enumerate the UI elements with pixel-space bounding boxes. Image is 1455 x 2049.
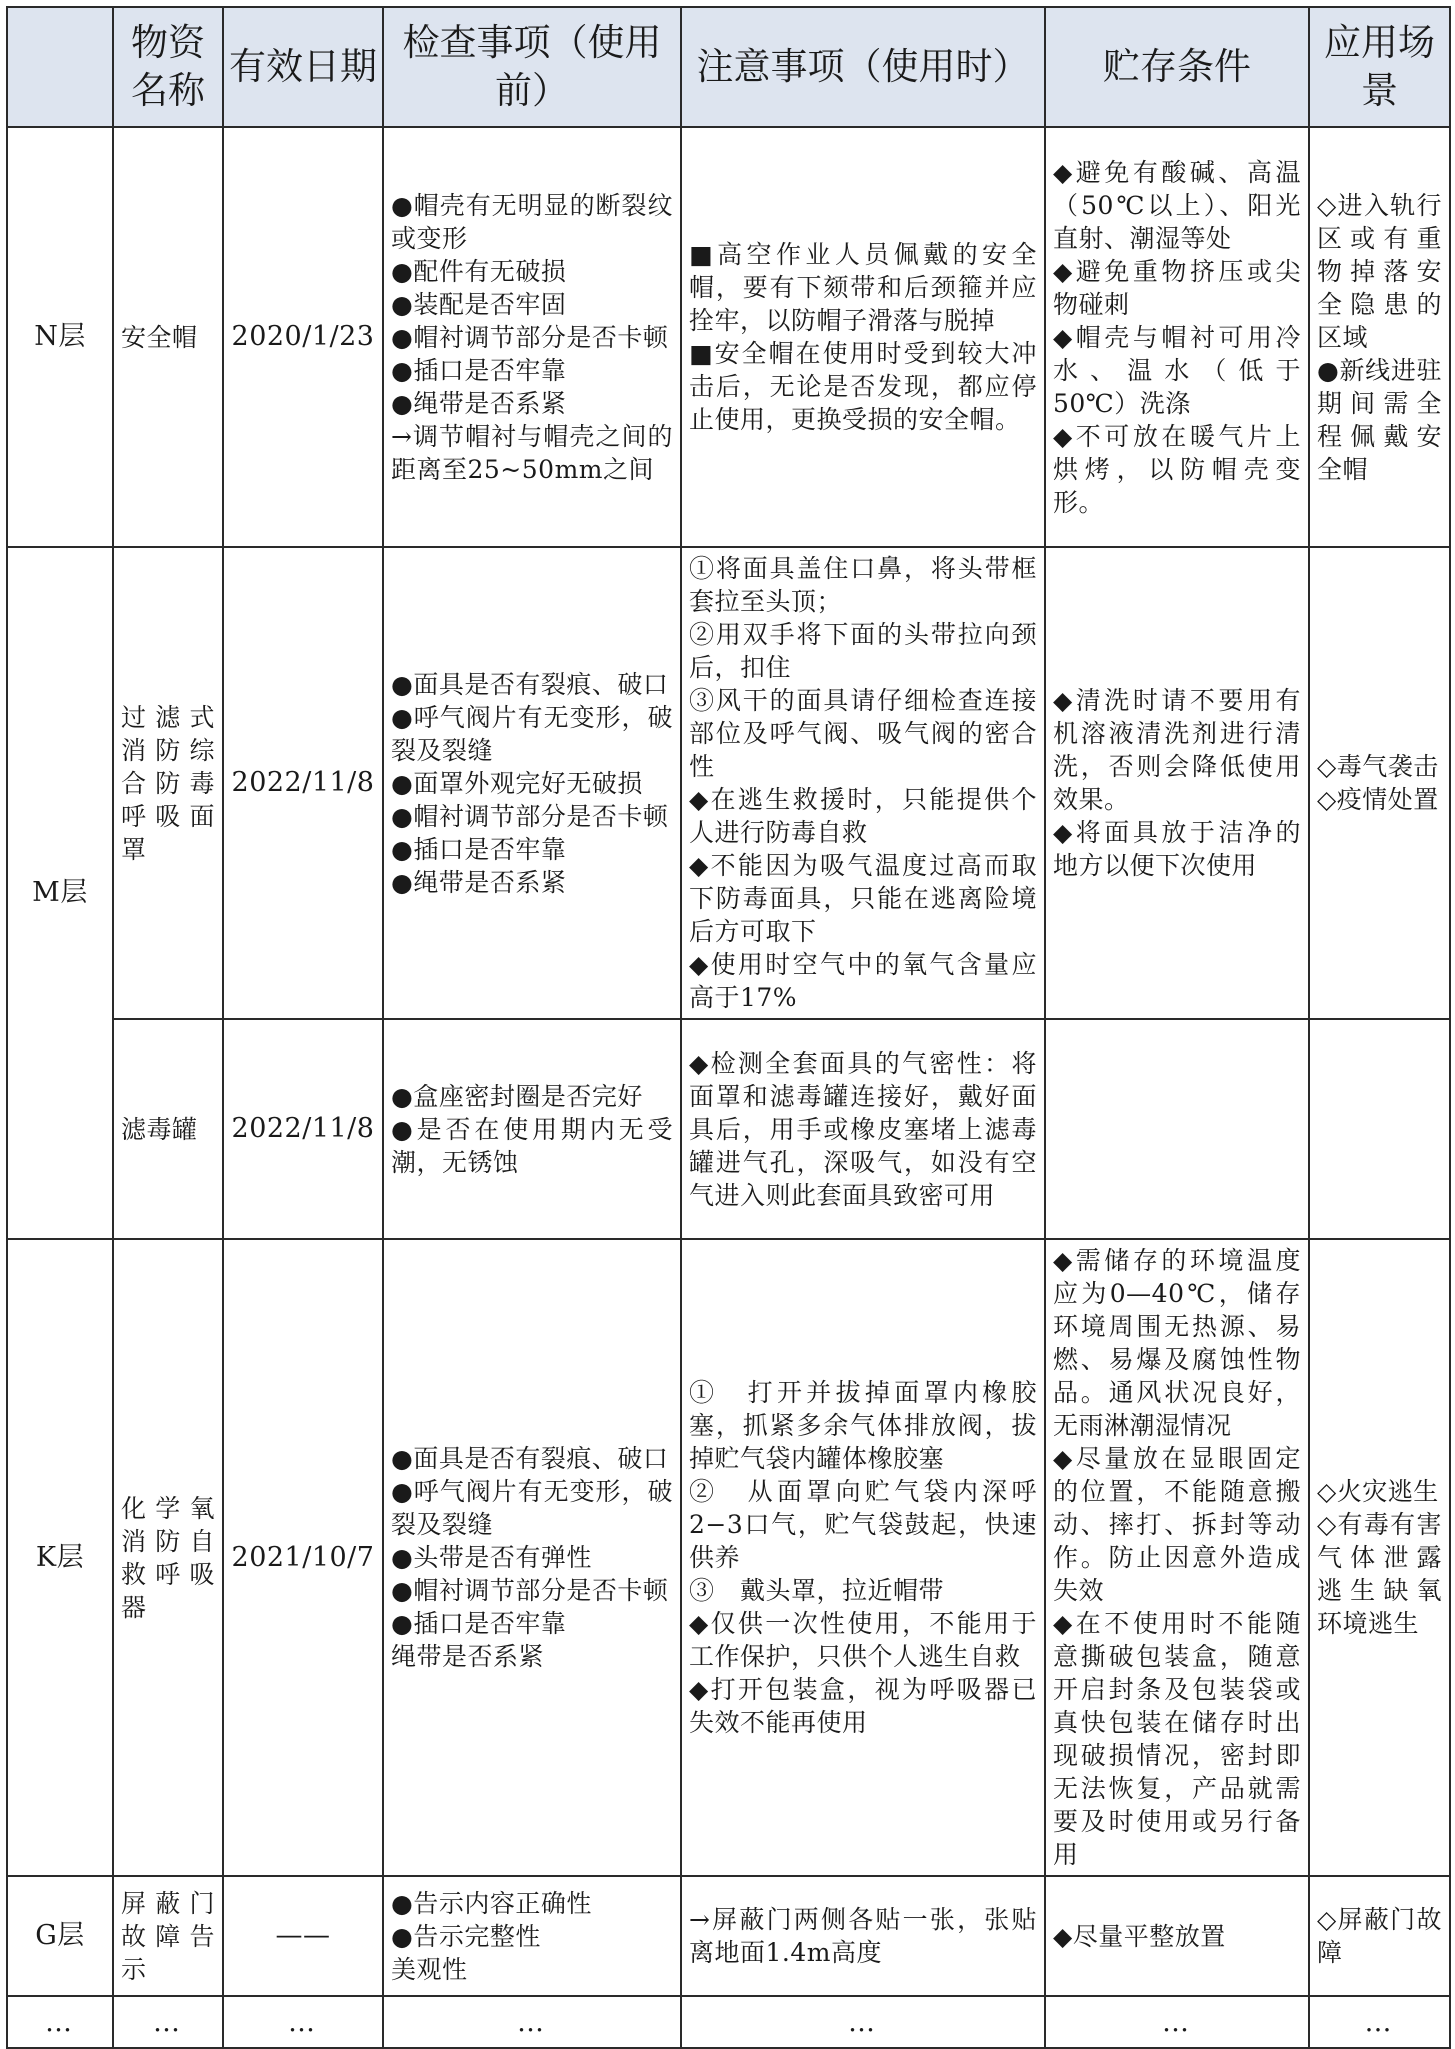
cell-line: 日期 xyxy=(303,45,377,88)
cell-line: ◆不能因为吸气温度过高而取下防毒面具，只能在逃离险境后方可取下 xyxy=(689,851,1037,946)
cell-line: 场景 xyxy=(1361,21,1435,112)
table-row-ellipsis xyxy=(7,1996,1450,2048)
cell-line: ●插口是否牢靠 xyxy=(391,355,567,385)
table-row-g xyxy=(7,1876,1450,1996)
ellipsis-cell: … xyxy=(1309,1996,1450,2048)
cell-line: ●插口是否牢靠 xyxy=(391,1609,567,1638)
item-name: 屏蔽门故障告示 xyxy=(113,1876,223,1996)
cell-line: ●绳带是否系紧 xyxy=(391,867,567,897)
valid-date: 2022/11/8 xyxy=(223,547,383,1019)
cell-line: 应用 xyxy=(1324,21,1398,64)
cell-line: ① 打开并拔掉面罩内橡胶塞，抓紧多余气体排放阀，拔掉贮气袋内罐体橡胶塞 xyxy=(689,1378,1037,1473)
check-items xyxy=(383,1239,681,1876)
header-date xyxy=(223,7,383,127)
cell-line: ◆帽壳与帽衬可用冷水、温水（低于50℃）洗涤 xyxy=(1053,322,1301,418)
cell-line: （使用时） xyxy=(844,45,1030,88)
cell-line: ◇疫情处置 xyxy=(1317,785,1439,814)
layer-label: N层 xyxy=(7,127,113,547)
cell-line: ◆在逃生救援时，只能提供个人进行防毒自救 xyxy=(689,785,1037,847)
cell-line: ◆使用时空气中的氧气含量应高于17% xyxy=(689,950,1037,1012)
table-row-m-mask xyxy=(7,547,1450,1019)
cell-line: 美观性 xyxy=(391,1954,468,1984)
cell-line: ●配件有无破损 xyxy=(391,256,567,286)
cell-line: →屏蔽门两侧各贴一张，张贴离地面1.4m高度 xyxy=(689,1905,1037,1967)
storage-conditions xyxy=(1045,547,1309,1019)
cell-line: 贮存条件 xyxy=(1103,45,1251,88)
cell-line: ◆不可放在暖气片上烘烤，以防帽壳变形。 xyxy=(1053,421,1301,517)
check-items xyxy=(383,127,681,547)
storage-conditions xyxy=(1045,1876,1309,1996)
cell-line: ② 从面罩向贮气袋内深呼2−3口气，贮气袋鼓起，快速供养 xyxy=(689,1477,1037,1572)
cell-line: ◆打开包装盒，视为呼吸器已失效不能再使用 xyxy=(689,1675,1037,1737)
application-scene xyxy=(1309,1239,1450,1876)
cell-line: ●告示完整性 xyxy=(391,1921,541,1951)
table-row-n xyxy=(7,127,1450,547)
valid-date: 2020/1/23 xyxy=(223,127,383,547)
cell-line: ●面具是否有裂痕、破口 xyxy=(391,1444,669,1473)
cell-line: ●呼气阀片有无变形，破裂及裂缝 xyxy=(391,1477,673,1539)
cell-line: ◇火灾逃生 xyxy=(1317,1477,1439,1506)
cell-line: ◆清洗时请不要用有机溶液清洗剂进行清洗，否则会降低使用效果。 xyxy=(1053,686,1301,814)
cell-line: 检查事项 xyxy=(402,21,551,64)
usage-notes xyxy=(681,127,1045,547)
cell-line: ③ 戴头罩，拉近帽带 xyxy=(689,1576,945,1605)
cell-line: ③风干的面具请仔细检查连接部位及呼气阀、吸气阀的密合性 xyxy=(689,686,1037,781)
cell-line: ①将面具盖住口鼻，将头带框套拉至头顶； xyxy=(689,554,1037,616)
header-row xyxy=(7,7,1450,127)
cell-line: ●帽壳有无明显的断裂纹或变形 xyxy=(391,190,673,253)
valid-date: 2021/10/7 xyxy=(223,1239,383,1876)
ellipsis-cell: … xyxy=(1045,1996,1309,2048)
layer-label: G层 xyxy=(7,1876,113,1996)
cell-line: ◆在不使用时不能随意撕破包装盒，随意开启封条及包装袋或真快包装在储存时出现破损情况，密封即无法恢复，产品就需要及时使用或另行备用 xyxy=(1053,1609,1301,1869)
ellipsis-cell: … xyxy=(223,1996,383,2048)
cell-line: ■高空作业人员佩戴的安全帽，要有下颏带和后颈箍并应拴牢，以防帽子滑落与脱掉 xyxy=(689,240,1037,335)
item-name: 滤毒罐 xyxy=(113,1019,223,1239)
header-scene xyxy=(1309,7,1450,127)
cell-line: ●帽衬调节部分是否卡顿 xyxy=(391,801,669,831)
cell-line: ●帽衬调节部分是否卡顿 xyxy=(391,322,669,352)
cell-line: 注意事项 xyxy=(696,45,845,88)
application-scene xyxy=(1309,547,1450,1019)
header-name xyxy=(113,7,223,127)
cell-line: ◇有毒有害气体泄露逃生缺氧环境逃生 xyxy=(1317,1510,1442,1638)
usage-notes xyxy=(681,547,1045,1019)
cell-line: ■安全帽在使用时受到较大冲击后，无论是否发现，都应停止使用，更换受损的安全帽。 xyxy=(689,339,1037,434)
cell-line: （使用前） xyxy=(495,21,662,112)
header-storage xyxy=(1045,7,1309,127)
ellipsis-cell: … xyxy=(383,1996,681,2048)
cell-line: ◆尽量放在显眼固定的位置，不能随意搬动、摔打、拆封等动作。防止因意外造成失效 xyxy=(1053,1444,1301,1605)
usage-notes xyxy=(681,1239,1045,1876)
cell-line: ●插口是否牢靠 xyxy=(391,834,567,864)
storage-conditions xyxy=(1045,127,1309,547)
table-row-m-canister xyxy=(7,1019,1450,1239)
cell-line: ●呼气阀片有无变形，破裂及裂缝 xyxy=(391,702,673,765)
cell-line: ◇毒气袭击 xyxy=(1317,752,1439,781)
application-scene xyxy=(1309,1019,1450,1239)
storage-conditions xyxy=(1045,1019,1309,1239)
layer-label: M层 xyxy=(7,547,113,1239)
ellipsis-cell: … xyxy=(113,1996,223,2048)
item-name: 过滤式消防综合防毒呼吸面罩 xyxy=(113,547,223,1019)
cell-line: ◇屏蔽门故障 xyxy=(1317,1905,1442,1967)
cell-line: ◆需储存的环境温度应为0—40℃，储存环境周围无热源、易燃、易爆及腐蚀性物品。通风状况良好，无雨淋潮湿情况 xyxy=(1053,1246,1301,1440)
cell-line: ◆尽量平整放置 xyxy=(1053,1921,1226,1951)
cell-line: ●是否在使用期内无受潮，无锈蚀 xyxy=(391,1114,673,1177)
layer-label: K层 xyxy=(7,1239,113,1876)
usage-notes xyxy=(681,1876,1045,1996)
cell-line: ◇进入轨行区或有重物掉落安全隐患的区域 xyxy=(1317,190,1442,352)
cell-line: ●绳带是否系紧 xyxy=(391,388,567,418)
cell-line: 有效 xyxy=(229,45,303,88)
storage-conditions xyxy=(1045,1239,1309,1876)
cell-line: ◆将面具放于洁净的地方以便下次使用 xyxy=(1053,818,1301,880)
cell-line: 物资 xyxy=(131,21,205,64)
cell-line: ●帽衬调节部分是否卡顿 xyxy=(391,1576,669,1605)
cell-line: ●告示内容正确性 xyxy=(391,1888,592,1918)
header-layer xyxy=(7,7,113,127)
cell-line: 绳带是否系紧 xyxy=(391,1642,545,1671)
cell-line: ◆避免有酸碱、高温（50℃以上）、阳光直射、潮湿等处 xyxy=(1053,157,1301,253)
ellipsis-cell: … xyxy=(681,1996,1045,2048)
valid-date: —— xyxy=(223,1876,383,1996)
cell-line: ●新线进驻期间需全程佩戴安全帽 xyxy=(1317,355,1442,484)
cell-line: 名称 xyxy=(131,69,205,112)
cell-line: ●盒座密封圈是否完好 xyxy=(391,1081,643,1111)
cell-line: ●面罩外观完好无破损 xyxy=(391,768,643,798)
application-scene xyxy=(1309,1876,1450,1996)
check-items xyxy=(383,1019,681,1239)
table-row-k xyxy=(7,1239,1450,1876)
cell-line: ●头带是否有弹性 xyxy=(391,1543,592,1572)
check-items xyxy=(383,1876,681,1996)
header-check xyxy=(383,7,681,127)
cell-line: ●面具是否有裂痕、破口 xyxy=(391,669,669,699)
header-notes xyxy=(681,7,1045,127)
item-name: 化学氧消防自救呼吸器 xyxy=(113,1239,223,1876)
check-items xyxy=(383,547,681,1019)
valid-date: 2022/11/8 xyxy=(223,1019,383,1239)
cell-line: ◆仅供一次性使用，不能用于工作保护，只供个人逃生自救 xyxy=(689,1609,1037,1671)
materials-table xyxy=(6,6,1451,2049)
cell-line: ◆避免重物挤压或尖物碰刺 xyxy=(1053,256,1301,319)
item-name: 安全帽 xyxy=(113,127,223,547)
ellipsis-cell: … xyxy=(7,1996,113,2048)
application-scene xyxy=(1309,127,1450,547)
cell-line: →调节帽衬与帽壳之间的距离至25~50mm之间 xyxy=(391,421,673,484)
usage-notes xyxy=(681,1019,1045,1239)
cell-line: ●装配是否牢固 xyxy=(391,289,567,319)
cell-line: ◆检测全套面具的气密性：将面罩和滤毒罐连接好，戴好面具后，用手或橡皮塞堵上滤毒罐进气孔，深吸气，如没有空气进入则此套面具致密可用 xyxy=(689,1048,1037,1210)
cell-line: ②用双手将下面的头带拉向颈后，扣住 xyxy=(689,620,1037,682)
